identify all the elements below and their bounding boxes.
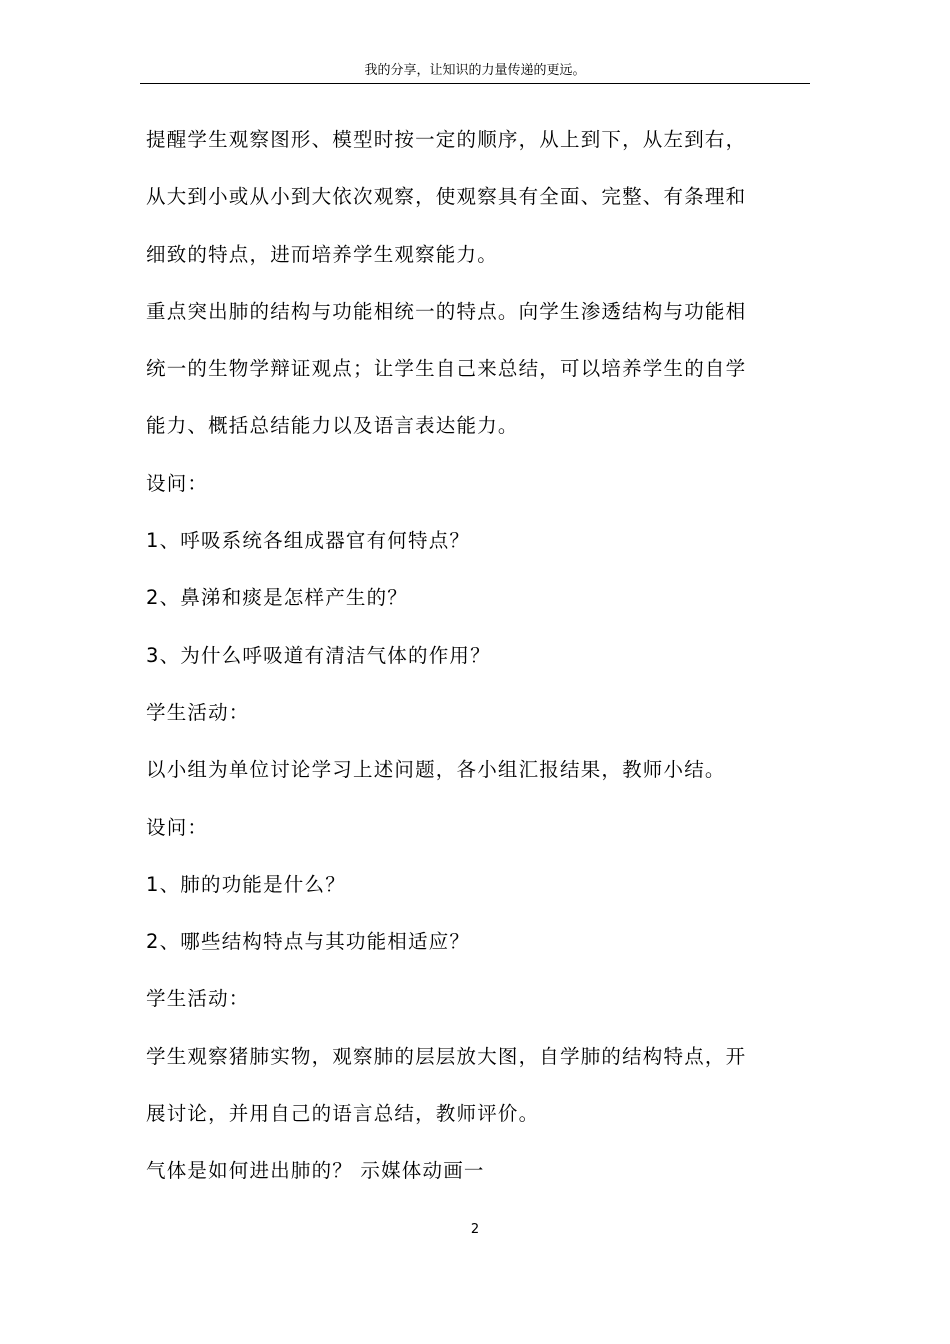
body-line: 学生观察猪肺实物，观察肺的层层放大图，自学肺的结构特点，开 — [146, 1044, 747, 1068]
question-heading: 设问： — [146, 815, 209, 839]
body-line: 以小组为单位讨论学习上述问题，各小组汇报结果，教师小结。 — [146, 758, 726, 782]
page-number: 2 — [470, 1222, 480, 1237]
question-item: 1、肺的功能是什么？ — [146, 872, 346, 896]
body-line: 重点突出肺的结构与功能相统一的特点。向学生渗透结构与功能相 — [146, 299, 747, 323]
body-line: 能力、概括总结能力以及语言表达能力。 — [146, 414, 519, 438]
question-item: 3、为什么呼吸道有清洁气体的作用？ — [146, 643, 491, 667]
body-line: 从大到小或从小到大依次观察，使观察具有全面、完整、有条理和 — [146, 185, 747, 209]
activity-heading: 学生活动： — [146, 987, 250, 1011]
body-line: 细致的特点，进而培养学生观察能力。 — [146, 242, 498, 266]
body-line: 提醒学生观察图形、模型时按一定的顺序，从上到下，从左到右， — [146, 128, 747, 151]
question-item: 2、鼻涕和痰是怎样产生的？ — [146, 586, 409, 610]
header-rule — [140, 83, 810, 84]
activity-heading: 学生活动： — [146, 700, 250, 724]
question-item: 1、呼吸系统各组成器官有何特点？ — [146, 529, 471, 553]
document-body — [146, 120, 796, 1209]
header-text: 我的分享，让知识的力量传递的更远。 — [364, 63, 586, 78]
body-line: 展讨论，并用自己的语言总结，教师评价。 — [146, 1102, 540, 1126]
question-heading: 设问： — [146, 471, 209, 495]
body-line: 气体是如何进出肺的？ 示媒体动画一 — [146, 1159, 485, 1183]
question-item: 2、哪些结构特点与其功能相适应？ — [146, 930, 471, 954]
body-line: 统一的生物学辩证观点；让学生自己来总结，可以培养学生的自学 — [146, 357, 747, 381]
page-header — [140, 0, 810, 84]
